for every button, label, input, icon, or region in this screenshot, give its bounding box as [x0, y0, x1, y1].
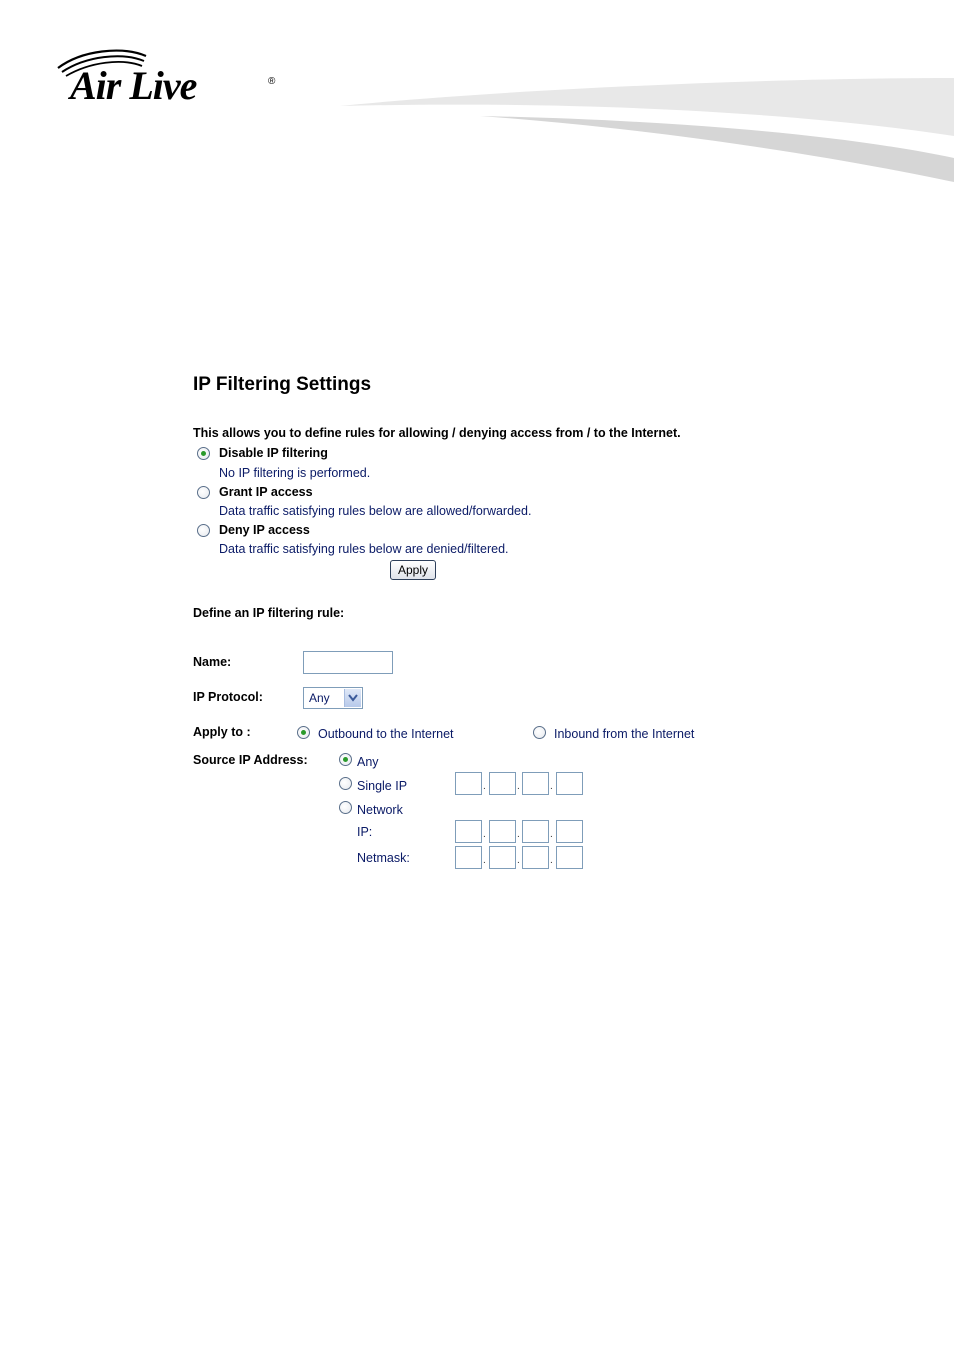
- octet-separator: .: [550, 829, 553, 840]
- octet-separator: .: [483, 829, 486, 840]
- apply-to-label: Apply to :: [193, 725, 251, 739]
- source-single-ip-radio[interactable]: [339, 777, 352, 790]
- octet-separator: .: [483, 781, 486, 792]
- grant-access-description: Data traffic satisfying rules below are allowed/forwarded.: [219, 504, 532, 518]
- disable-filtering-label: Disable IP filtering: [219, 446, 328, 460]
- network-ip-octet-1[interactable]: [455, 820, 482, 843]
- grant-access-label: Grant IP access: [219, 485, 313, 499]
- name-label: Name:: [193, 655, 232, 669]
- octet-separator: .: [517, 855, 520, 866]
- octet-separator: .: [517, 781, 520, 792]
- name-input[interactable]: [303, 651, 393, 674]
- netmask-octet-4[interactable]: [556, 846, 583, 869]
- dropdown-arrow[interactable]: [344, 689, 361, 707]
- airlive-logo: [52, 48, 284, 114]
- ip-protocol-select[interactable]: [303, 687, 363, 709]
- source-network-label: Network: [357, 803, 403, 817]
- octet-separator: .: [483, 855, 486, 866]
- ip-protocol-value: Any: [309, 691, 330, 705]
- source-any-radio[interactable]: [339, 753, 352, 766]
- single-ip-field: [455, 772, 585, 795]
- outbound-radio[interactable]: [297, 726, 310, 739]
- registered-mark: ®: [268, 76, 276, 87]
- network-ip-field: [455, 820, 585, 843]
- deny-access-radio[interactable]: [197, 524, 210, 537]
- disable-filtering-description: No IP filtering is performed.: [219, 466, 371, 480]
- brand-name: Air Live: [70, 63, 197, 108]
- network-ip-octet-4[interactable]: [556, 820, 583, 843]
- outbound-label: Outbound to the Internet: [318, 727, 454, 741]
- source-any-label: Any: [357, 755, 379, 769]
- source-network-radio[interactable]: [339, 801, 352, 814]
- chevron-down-icon: [348, 694, 358, 702]
- deny-access-label: Deny IP access: [219, 523, 310, 537]
- single-ip-octet-1[interactable]: [455, 772, 482, 795]
- single-ip-octet-4[interactable]: [556, 772, 583, 795]
- ip-protocol-label: IP Protocol:: [193, 690, 263, 704]
- inbound-label: Inbound from the Internet: [554, 727, 695, 741]
- intro-text: This allows you to define rules for allowing / denying access from / to the Internet.: [193, 426, 681, 440]
- netmask-field: [455, 846, 585, 869]
- octet-separator: .: [550, 855, 553, 866]
- single-ip-octet-2[interactable]: [489, 772, 516, 795]
- network-ip-octet-3[interactable]: [522, 820, 549, 843]
- apply-button[interactable]: Apply: [390, 560, 436, 580]
- rule-heading: Define an IP filtering rule:: [193, 606, 345, 620]
- network-ip-label: IP:: [357, 825, 373, 839]
- inbound-radio[interactable]: [533, 726, 546, 739]
- octet-separator: .: [550, 781, 553, 792]
- single-ip-octet-3[interactable]: [522, 772, 549, 795]
- page-title: IP Filtering Settings: [193, 374, 372, 395]
- octet-separator: .: [517, 829, 520, 840]
- netmask-octet-3[interactable]: [522, 846, 549, 869]
- grant-access-radio[interactable]: [197, 486, 210, 499]
- netmask-octet-1[interactable]: [455, 846, 482, 869]
- header-swoosh-icon: [340, 70, 954, 190]
- source-ip-label: Source IP Address:: [193, 753, 308, 767]
- network-ip-octet-2[interactable]: [489, 820, 516, 843]
- netmask-octet-2[interactable]: [489, 846, 516, 869]
- disable-filtering-radio[interactable]: [197, 447, 210, 460]
- source-single-ip-label: Single IP: [357, 779, 408, 793]
- deny-access-description: Data traffic satisfying rules below are denied/filtered.: [219, 542, 509, 556]
- netmask-label: Netmask:: [357, 851, 410, 865]
